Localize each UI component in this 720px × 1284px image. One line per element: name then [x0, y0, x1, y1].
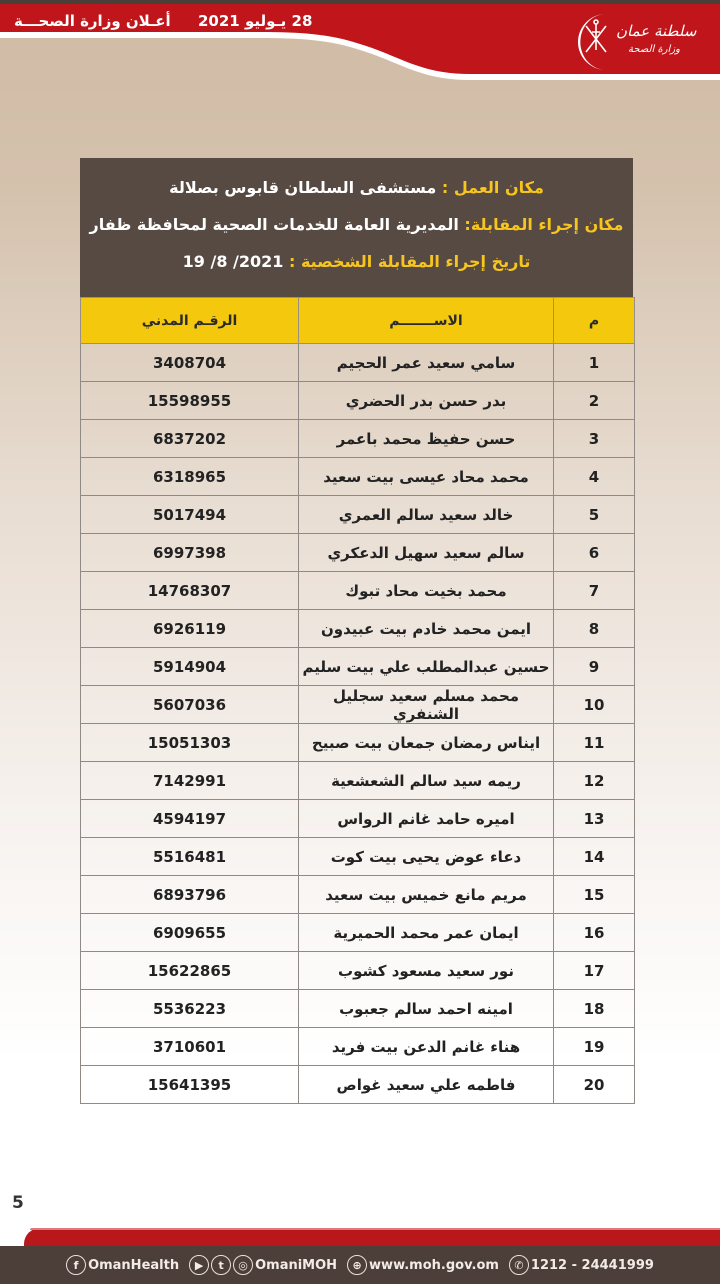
table-row [81, 724, 635, 762]
table-row [81, 686, 635, 724]
interview-date-label: تاريخ إجراء المقابلة الشخصية : [288, 252, 531, 271]
row-number: 8 [554, 610, 635, 648]
footer-red-band [24, 1228, 720, 1248]
work-place-label: مكان العمل : [441, 178, 544, 197]
row-number: 10 [554, 686, 635, 724]
interview-date-line [80, 252, 633, 271]
row-number: 3 [554, 420, 635, 458]
civil-id: 3710601 [81, 1028, 299, 1066]
civil-id: 6893796 [81, 876, 299, 914]
page-number: 5 [12, 1193, 24, 1213]
table-row [81, 458, 635, 496]
row-number: 18 [554, 990, 635, 1028]
candidate-name: دعاء عوض يحيى بيت كوت [299, 838, 554, 876]
row-number: 12 [554, 762, 635, 800]
footer-red-highlight [30, 1228, 720, 1230]
website-link[interactable] [347, 1255, 499, 1275]
candidate-name: ريمه سيد سالم الشعشعية [299, 762, 554, 800]
civil-id: 5536223 [81, 990, 299, 1028]
footer-contact-bar [0, 1246, 720, 1284]
civil-id: 3408704 [81, 344, 299, 382]
table-row [81, 648, 635, 686]
table-row [81, 914, 635, 952]
row-number: 16 [554, 914, 635, 952]
candidate-name: نور سعيد مسعود كشوب [299, 952, 554, 990]
row-number: 13 [554, 800, 635, 838]
twitter-icon: t [211, 1255, 231, 1275]
civil-id: 4594197 [81, 800, 299, 838]
civil-id: 6837202 [81, 420, 299, 458]
candidate-name: اميره حامد غانم الرواس [299, 800, 554, 838]
candidate-name: خالد سعيد سالم العمري [299, 496, 554, 534]
work-place-line [80, 178, 633, 197]
candidate-name: هناء غانم الدعن بيت فريد [299, 1028, 554, 1066]
interview-date-value: 19 /8 /2021 [182, 252, 284, 271]
table-row [81, 382, 635, 420]
candidate-name: امينه احمد سالم جعبوب [299, 990, 554, 1028]
candidate-name: فاطمه علي سعيد غواص [299, 1066, 554, 1104]
civil-id: 5017494 [81, 496, 299, 534]
civil-id: 15598955 [81, 382, 299, 420]
table-header-row [81, 298, 635, 344]
row-number: 20 [554, 1066, 635, 1104]
table-row [81, 952, 635, 990]
table-row [81, 572, 635, 610]
civil-id: 15641395 [81, 1066, 299, 1104]
table-row [81, 610, 635, 648]
row-number: 6 [554, 534, 635, 572]
social-handle: OmaniMOH [255, 1257, 338, 1273]
table-row [81, 420, 635, 458]
civil-id: 5914904 [81, 648, 299, 686]
interview-info-panel [80, 158, 633, 297]
civil-id: 6318965 [81, 458, 299, 496]
phone-number: 1212 - 24441999 [530, 1257, 654, 1273]
row-number: 14 [554, 838, 635, 876]
row-number: 9 [554, 648, 635, 686]
civil-id: 14768307 [81, 572, 299, 610]
interview-place-line [80, 215, 633, 234]
candidate-name: سامي سعيد عمر الحجيم [299, 344, 554, 382]
facebook-link[interactable] [66, 1255, 179, 1275]
candidates-table [80, 297, 635, 1104]
row-number: 7 [554, 572, 635, 610]
interview-place-label: مكان إجراء المقابلة: [464, 215, 624, 234]
table-row [81, 344, 635, 382]
column-header-number: م [554, 298, 635, 344]
announcement-title: أعـلان وزارة الصحـــة [14, 12, 171, 30]
candidate-name: بدر حسن بدر الحضري [299, 382, 554, 420]
candidate-name: سالم سعيد سهيل الدعكري [299, 534, 554, 572]
khanjar-emblem-icon [586, 20, 606, 52]
civil-id: 5516481 [81, 838, 299, 876]
row-number: 11 [554, 724, 635, 762]
column-header-name: الاســـــــم [299, 298, 554, 344]
civil-id: 15622865 [81, 952, 299, 990]
candidate-name: حسن حفيظ محمد باعمر [299, 420, 554, 458]
phone-link[interactable] [509, 1255, 654, 1275]
row-number: 15 [554, 876, 635, 914]
row-number: 19 [554, 1028, 635, 1066]
website-url: www.moh.gov.om [369, 1257, 499, 1273]
table-row [81, 990, 635, 1028]
instagram-icon: ◎ [233, 1255, 253, 1275]
phone-icon: ✆ [509, 1255, 529, 1275]
youtube-icon: ▶ [189, 1255, 209, 1275]
row-number: 2 [554, 382, 635, 420]
civil-id: 15051303 [81, 724, 299, 762]
row-number: 4 [554, 458, 635, 496]
column-header-civil-id: الرقـم المدني [81, 298, 299, 344]
logo-text-ministry: وزارة الصحة [628, 44, 680, 55]
table-row [81, 762, 635, 800]
candidate-name: ايمان عمر محمد الحميرية [299, 914, 554, 952]
facebook-handle: OmanHealth [88, 1257, 180, 1273]
civil-id: 6926119 [81, 610, 299, 648]
candidate-name: محمد محاد عيسى بيت سعيد [299, 458, 554, 496]
candidate-name: ايمن محمد خادم بيت عبيدون [299, 610, 554, 648]
candidate-name: حسين عبدالمطلب علي بيت سليم [299, 648, 554, 686]
table-row [81, 496, 635, 534]
candidate-name: محمد بخيت محاد تبوك [299, 572, 554, 610]
candidate-name: ايناس رمضان جمعان بيت صبيح [299, 724, 554, 762]
civil-id: 6909655 [81, 914, 299, 952]
globe-icon: ⊕ [347, 1255, 367, 1275]
logo-text-sultanate: سلطنة عمان [616, 22, 697, 40]
table-row [81, 838, 635, 876]
facebook-icon: f [66, 1255, 86, 1275]
row-number: 1 [554, 344, 635, 382]
interview-place-value: المديرية العامة للخدمات الصحية لمحافظة ظفار [89, 215, 459, 234]
candidate-name: مريم مانع خميس بيت سعيد [299, 876, 554, 914]
work-place-value: مستشفى السلطان قابوس بصلالة [169, 178, 437, 197]
row-number: 17 [554, 952, 635, 990]
civil-id: 6997398 [81, 534, 299, 572]
candidate-name: محمد مسلم سعيد سجليل الشنفري [299, 686, 554, 724]
announcement-date: 28 يـوليو 2021 [198, 12, 313, 30]
table-row [81, 876, 635, 914]
civil-id: 5607036 [81, 686, 299, 724]
social-links[interactable] [189, 1255, 337, 1275]
civil-id: 7142991 [81, 762, 299, 800]
row-number: 5 [554, 496, 635, 534]
table-row [81, 534, 635, 572]
table-row [81, 800, 635, 838]
ministry-logo [566, 10, 716, 74]
table-row [81, 1028, 635, 1066]
table-row [81, 1066, 635, 1104]
